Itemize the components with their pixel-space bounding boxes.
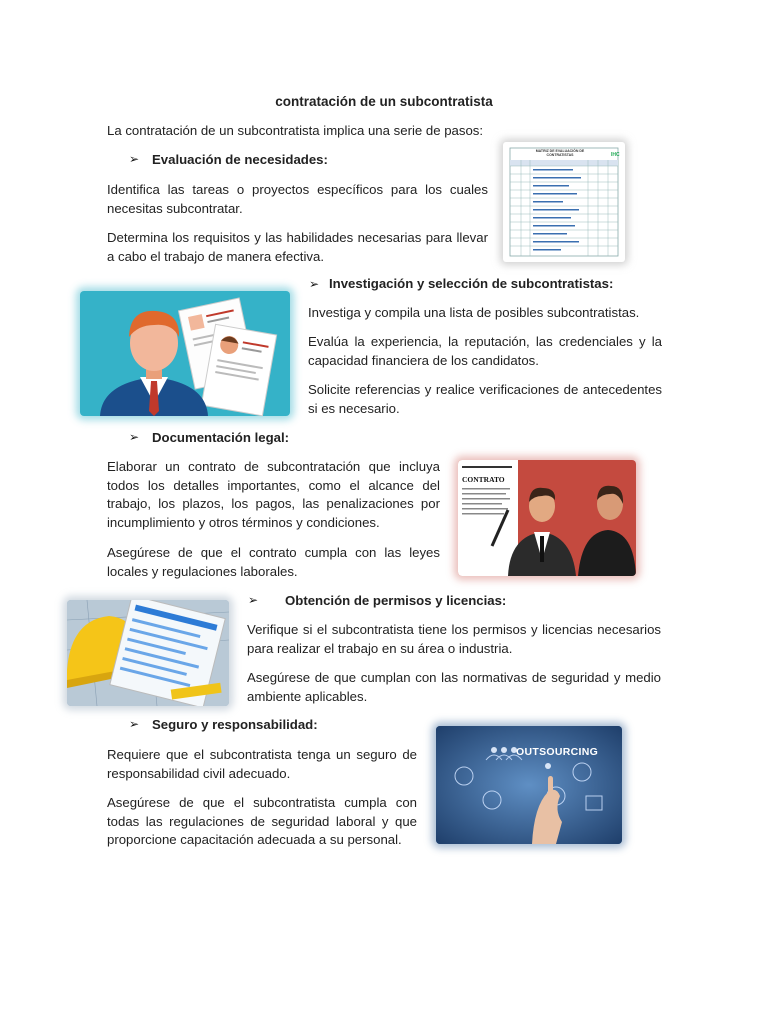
contract-label: CONTRATO [462, 475, 505, 484]
bullet-arrow-icon: ➢ [129, 430, 140, 444]
section-paragraph: Requiere que el subcontratista tenga un seguro de responsabilidad civil adecuado. [107, 747, 417, 781]
section-paragraph: Evalúa la experiencia, la reputación, las credenciales y la capacidad financiera de los candidatos. [308, 334, 662, 368]
document-title: contratación de un subcontratista [275, 94, 493, 109]
outsourcing-image [436, 726, 622, 844]
section-paragraph: Asegúrese de que cumplan con las normativas de seguridad y medio ambiente aplicables. [247, 670, 661, 704]
section-paragraph: Asegúrese de que el subcontratista cumpla con todas las regulaciones de seguridad laboral y que proporcione capacitación adecuada a su personal. [107, 795, 417, 847]
section-paragraph: Asegúrese de que el contrato cumpla con las leyes locales y regulaciones laborales. [107, 545, 440, 579]
outsourcing-label: OUTSOURCING [516, 746, 599, 758]
bullet-arrow-icon: ➢ [129, 717, 140, 731]
evaluation-matrix-image [503, 142, 625, 262]
svg-text:IHC: IHC [611, 152, 620, 158]
section-heading: Documentación legal: [152, 430, 290, 445]
permits-hardhat-image [67, 600, 229, 706]
section-paragraph: Elaborar un contrato de subcontratación que incluya todos los detalles importantes, como el alcance del trabajo, los plazos, los pagos, las penalizaciones por incumplimiento y otros términos y condiciones. [107, 459, 440, 530]
section-heading: Investigación y selección de subcontratistas: [329, 276, 614, 291]
section-paragraph: Identifica las tareas o proyectos específicos para los cuales necesitas subcontratar. [107, 182, 488, 216]
section-paragraph: Verifique si el subcontratista tiene los permisos y licencias necesarios para realizar el trabajo en su área o industria. [247, 622, 661, 656]
bullet-arrow-icon: ➢ [309, 277, 320, 291]
section-paragraph: Solicite referencias y realice verificaciones de antecedentes si es necesario. [308, 382, 662, 416]
contract-signing-image [458, 460, 636, 576]
section-heading: Obtención de permisos y licencias: [285, 593, 507, 608]
section-paragraph: Investiga y compila una lista de posibles subcontratistas. [308, 305, 640, 320]
candidates-image [80, 291, 290, 416]
section-heading: Seguro y responsabilidad: [152, 717, 318, 732]
section-paragraph: Determina los requisitos y las habilidades necesarias para llevar a cabo el trabajo de manera efectiva. [107, 230, 488, 264]
section-heading: Evaluación de necesidades: [152, 152, 328, 167]
matrix-title-text: MATRIZ DE EVALUACIÓN DE CONTRATISTAS [535, 149, 585, 157]
intro-paragraph: La contratación de un subcontratista implica una serie de pasos: [107, 123, 484, 138]
bullet-arrow-icon: ➢ [248, 593, 259, 607]
bullet-arrow-icon: ➢ [129, 152, 140, 166]
